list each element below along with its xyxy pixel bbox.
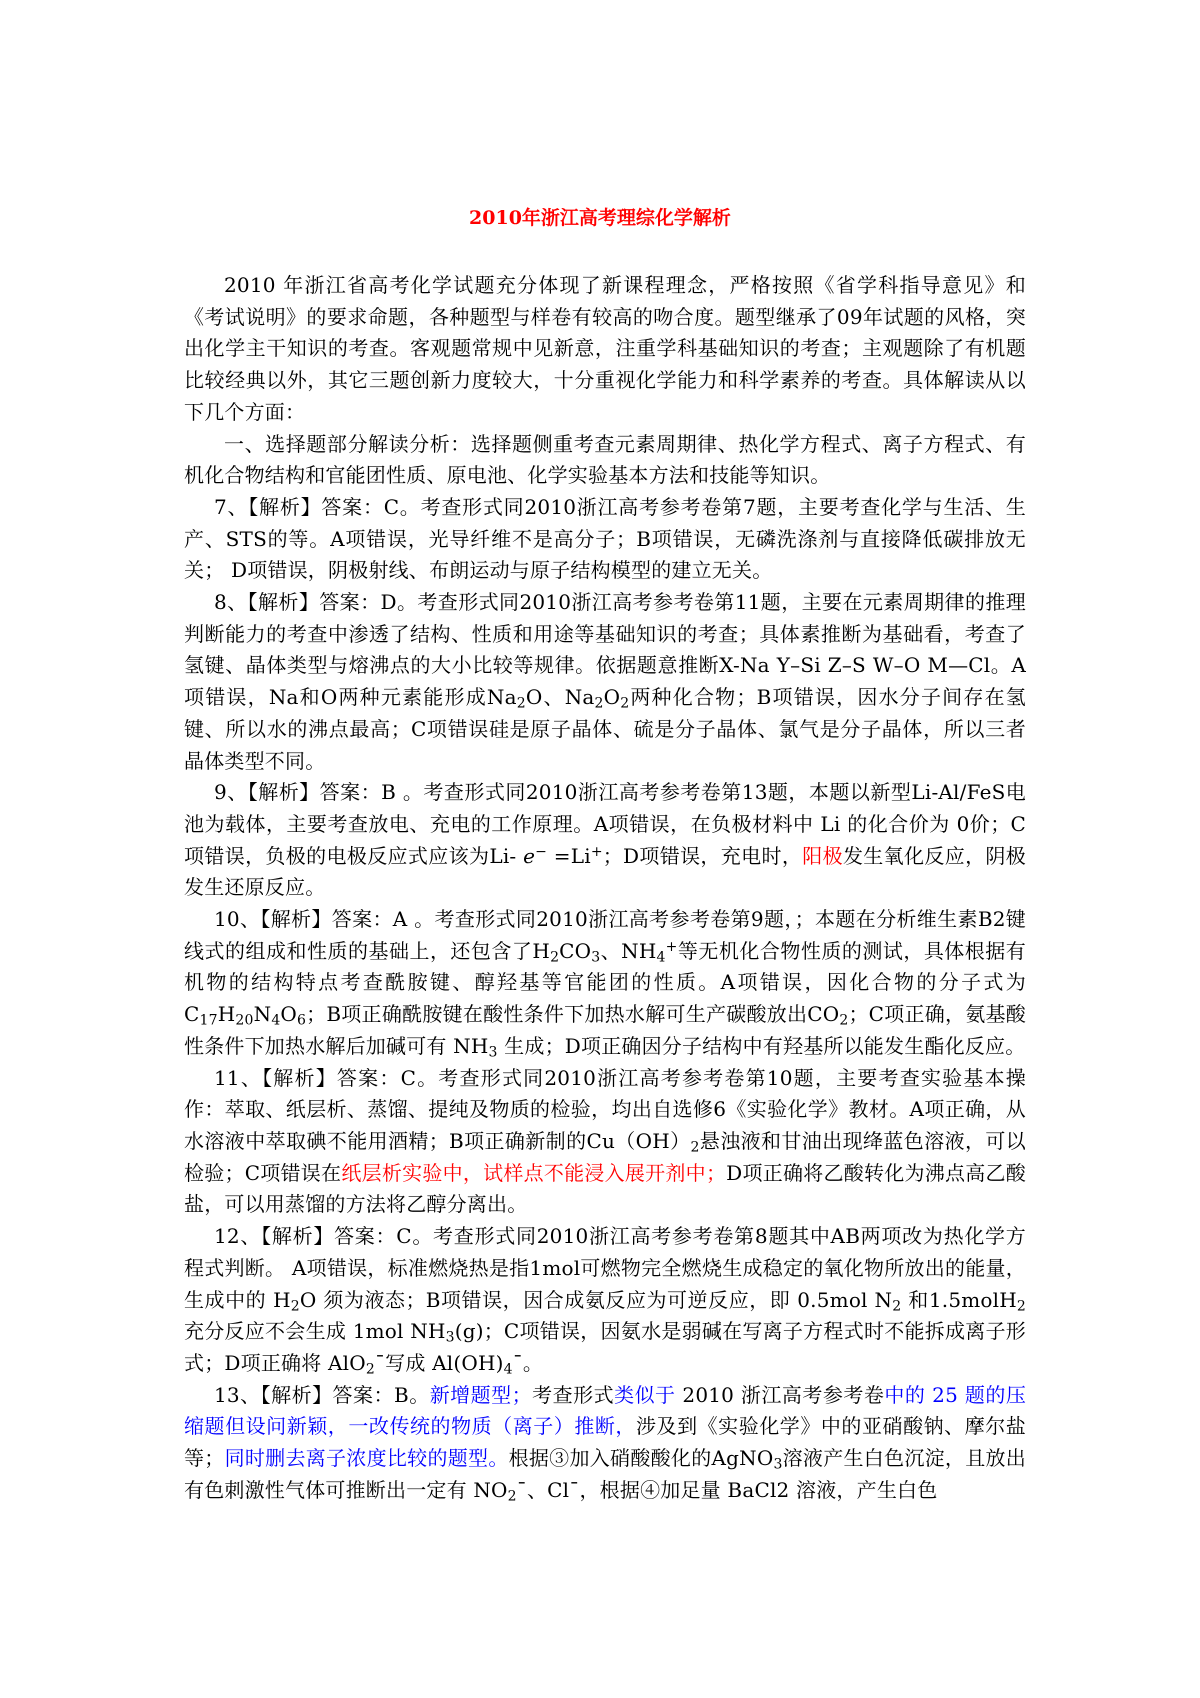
question-11-analysis: 11、【解析】答案：C。考查形式同2010浙江高考参考卷第10题，主要考查实验基本操作：萃取、纸层析、蒸馏、提纯及物质的检验，均出自选修6《实验化学》教材。A项正确，从水溶液中萃取碘不能用酒精；B项正确新制的$Cu(OH)_2$悬浊液和甘油出现绛蓝色溶液，可以检验；C项错误在纸层析实验中，试样点不能浸入展开剂中；D项正确将乙酸转化为沸点高乙酸盐，可以用蒸馏的方法将乙醇分离出。 [184, 1065, 1026, 1217]
highlight-similar: 类似于 [614, 1382, 676, 1407]
highlight-chromatography: 纸层析实验中，试样点不能浸入展开剂中； [341, 1160, 727, 1185]
intro-paragraph-1: 2010 年浙江省高考化学试题充分体现了新课程理念，严格按照《省学科指导意见》和《考试说明》的要求命题，各种题型与样卷有较高的吻合度。题型继承了09年试题的风格，突出化学主干知识的考查。客观题常规中见新意，注重学科基础知识的考查；主观题除了有机题比较经典以外，其它三题创新力度较大，十分重视化学能力和科学素养的考查。具体解读从以下几个方面： [184, 273, 1026, 424]
highlight-removed-type: 同时删去离子浓度比较的题型。 [224, 1446, 509, 1471]
question-12-analysis: 12、【解析】答案：C。考查形式同2010浙江高考参考卷第8题其中AB两项改为热化学方程式判断。 A项错误，标准燃烧热是指1mol可燃物完全燃烧生成稳定的氧化物所放出的能量，生成中的 $H_2O$ 须为液态；B项错误，因合成氨反应为可逆反应，即 0.5mol $N_2$ 和1.5molH$_2$充分反应不会生成 1mol $NH_3(g)$；C项错误，因氨水是弱碱在写离子方程式时不能拆成离子形式；D项正确将 AlO$_2$¯写成 $Al(OH)_4¯$。 [184, 1224, 1026, 1378]
question-7-analysis: 7、【解析】答案：C。考查形式同2010浙江高考参考卷第7题，主要考查化学与生活、生产、STS的等。A项错误，光导纤维不是高分子；B项错误，无磷洗涤剂与直接降低碳排放无关； D项错误，阴极射线、布朗运动与原子结构模型的建立无关。 [184, 494, 1026, 583]
highlight-anode: 阳极 [802, 843, 843, 868]
question-8-analysis: 8、【解析】答案：D。考查形式同2010浙江高考参考卷第11题，主要在元素周期律的推理判断能力的考查中渗透了结构、性质和用途等基础知识的考查；具体素推断为基础看，考查了氢键、晶体类型与熔沸点的大小比较等规律。依据题意推断X-Na Y–Si Z–S W–O M—Cl。A项错误，Na和O两种元素能形成$Na_2O$、$Na_2O_2$两种化合物；B项错误，因水分子间存在氢键、所以水的沸点最高；C项错误硅是原子晶体、硫是分子晶体、氯气是分子晶体，所以三者晶体类型不同。 [184, 590, 1026, 773]
highlight-question-25: 中的 25 题的压缩题但设问新颖，一改传统的物质（离子）推断， [184, 1382, 1027, 1439]
question-9-analysis: 9、【解析】答案：B 。考查形式同2010浙江高考参考卷第13题，本题以新型Li-Al/FeS电池为载体，主要考查放电、充电的工作原理。A项错误，在负极材料中 Li 的化合价为 0价；C项错误，负极的电极反应式应该为Li- e− =Li+；D项错误，充电时，阳极发生氧化反应，阴极发生还原反应。 [184, 780, 1026, 900]
highlight-new-type: 新增题型； [429, 1382, 532, 1407]
document-title: 2010年浙江高考理综化学解析 [469, 207, 731, 229]
question-10-analysis: 10、【解析】答案：A 。考查形式同2010浙江高考参考卷第9题，；本题在分析维生素B2键线式的组成和性质的基础上，还包含了$H_2CO_3$、$NH_4^+$等无机化合物性质的测试，具体根据有机物的结构特点考查酰胺键、醇羟基等官能团的性质。A项错误，因化合物的分子式为$C_{17}H_{20}N_4O_6$；B项正确酰胺键在酸性条件下加热水解可生产碳酸放出$CO_2$；C项正确，氨基酸性条件下加热水解后加碱可有 $NH_3$ 生成；D项正确因分子结构中有羟基所以能发生酯化反应。 [184, 907, 1027, 1061]
document-body [184, 270, 1026, 1506]
intro-paragraph-2: 一、选择题部分解读分析：选择题侧重考查元素周期律、热化学方程式、离子方程式、有机化合物结构和官能团性质、原电池、化学实验基本方法和技能等知识。 [184, 431, 1026, 488]
question-13-analysis: 13、【解析】答案：B。新增题型；考查形式类似于 2010 浙江高考参考卷中的 25 题的压缩题但设问新颖，一改传统的物质（离子）推断，涉及到《实验化学》中的亚硝酸钠、摩尔盐等；同时删去离子浓度比较的题型。根据③加入硝酸酸化的AgNO$_3$溶液产生白色沉淀，且放出有色刺激性气体可推断出一定有 $NO_2¯$、Cl¯，根据④加足量 BaCl2 溶液，产生白色 [184, 1382, 1027, 1505]
